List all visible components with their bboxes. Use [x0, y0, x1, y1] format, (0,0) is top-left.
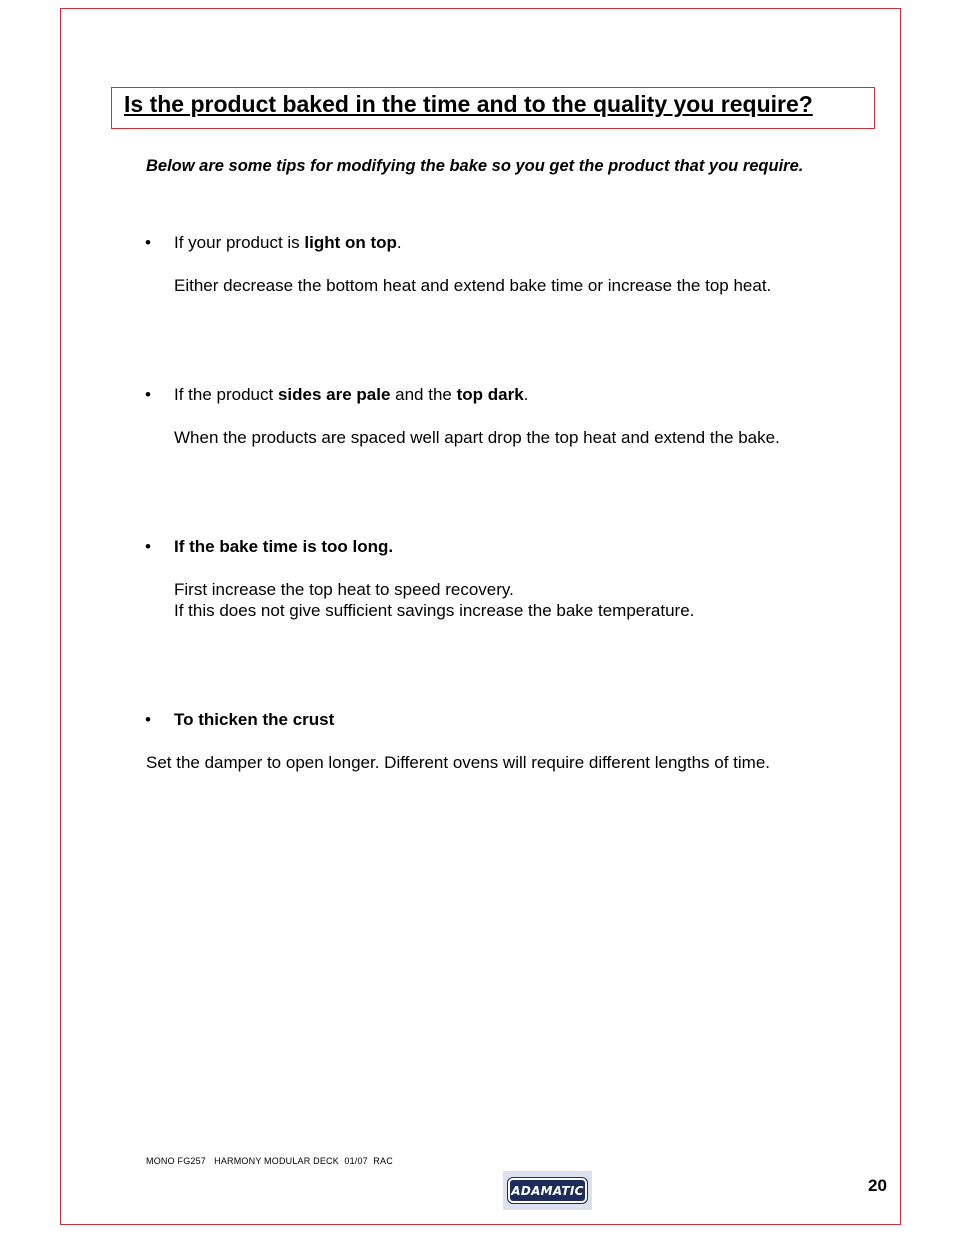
logo-plate: [508, 1178, 587, 1203]
tip-1-bullet: •: [145, 233, 151, 252]
tip-3-body-line-1: First increase the top heat to speed recovery.: [174, 580, 514, 599]
tip-2-heading: If the product sides are pale and the top dark.: [174, 385, 529, 404]
tip-4-heading: To thicken the crust: [174, 710, 335, 729]
tip-4-body: Set the damper to open longer. Different ovens will require different lengths of time.: [146, 753, 771, 772]
page-number: 20: [868, 1176, 887, 1195]
footer-reference: MONO FG257 HARMONY MODULAR DECK 01/07 RAC: [146, 1156, 393, 1166]
intro-text: Below are some tips for modifying the bake so you get the product that you require.: [146, 157, 804, 175]
adamatic-logo: [503, 1171, 592, 1210]
tip-3-body-line-2: If this does not give sufficient savings increase the bake temperature.: [174, 601, 695, 620]
tip-3-heading: If the bake time is too long.: [174, 537, 394, 556]
tip-1-heading: If your product is light on top.: [174, 233, 402, 252]
tip-2-body: When the products are spaced well apart drop the top heat and extend the bake.: [174, 428, 780, 447]
page-title: Is the product baked in the time and to the quality you require?: [124, 91, 813, 117]
tip-1-body: Either decrease the bottom heat and extend bake time or increase the top heat.: [174, 276, 772, 295]
tip-4-bullet: •: [145, 710, 151, 729]
logo-text: ADAMATIC: [511, 1184, 584, 1198]
tip-2-bullet: •: [145, 385, 151, 404]
tip-3-bullet: •: [145, 537, 151, 556]
